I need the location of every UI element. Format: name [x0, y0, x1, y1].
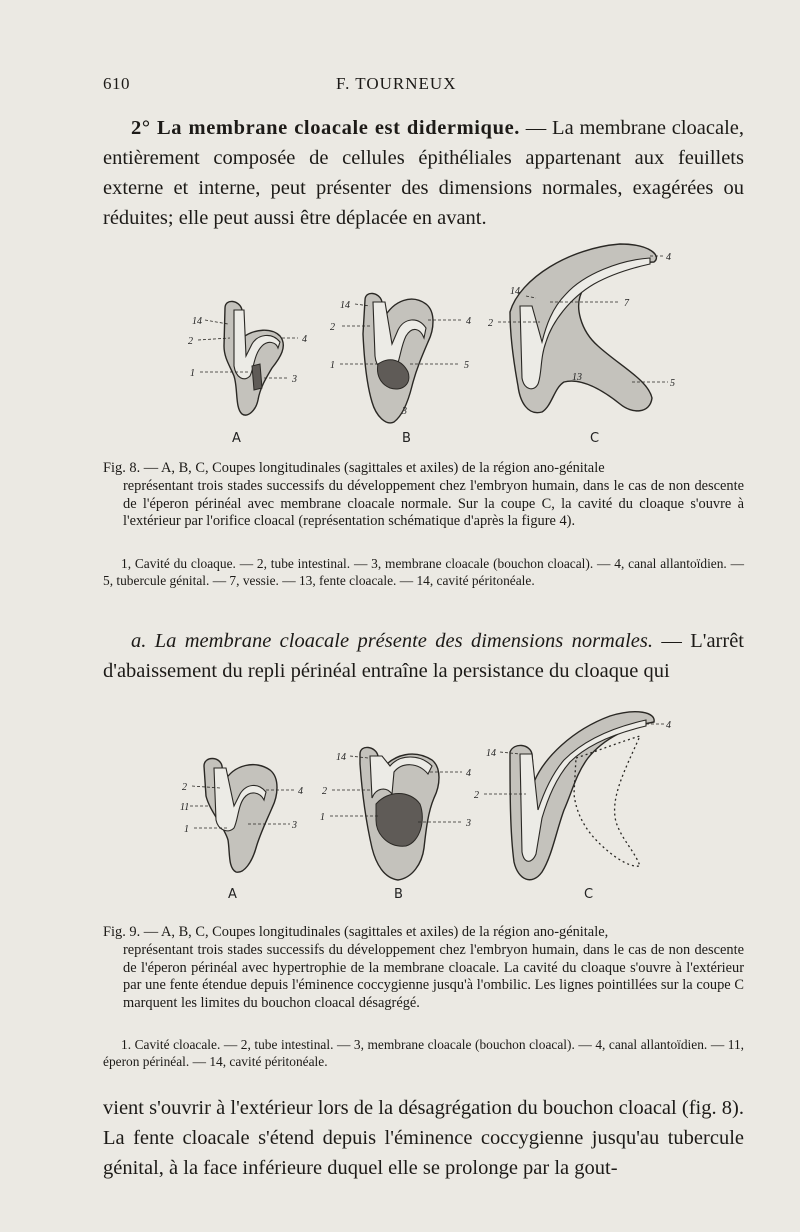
- fig8-label-c: C: [590, 431, 600, 446]
- fig8-c-num-6: 5: [670, 378, 675, 389]
- fig8-label-b: B: [402, 431, 411, 446]
- fig8-panel-c: [488, 244, 675, 446]
- page-header: [103, 74, 744, 98]
- page-number: 610: [103, 74, 130, 93]
- fig9-b-num-5: 3: [466, 818, 471, 829]
- section-heading: 2° La membrane cloacale est didermique.: [131, 117, 520, 139]
- fig8-c-num-5: 13: [572, 372, 582, 383]
- fig8-a-num-5: 3: [292, 374, 297, 385]
- fig8-panel-a: [188, 301, 307, 446]
- fig9-a-num-4: 1: [184, 824, 189, 835]
- fig8-c-num-3: 2: [488, 318, 493, 329]
- fig9-panel-b: [320, 747, 471, 902]
- fig8-a-num-2: 2: [188, 336, 193, 347]
- fig9-b-num-2: 4: [466, 768, 471, 779]
- fig9-b-num-4: 1: [320, 812, 325, 823]
- fig9-panel-c: [474, 712, 671, 902]
- fig8-c-num-1: 4: [666, 252, 671, 263]
- fig8-caption-lead: Fig. 8. — A, B, C, Coupes longitudinales (sagittales et axiles) de la région ano-génitale: [103, 460, 605, 476]
- fig9-label-b: B: [394, 887, 403, 902]
- fig8-c-num-2: 14: [510, 286, 520, 297]
- fig8-a-num-1: 14: [192, 316, 202, 327]
- figure-9: [180, 702, 680, 910]
- fig9-label-a: A: [228, 887, 237, 902]
- section-text: — La membrane cloacale, entièrement composée de cellules épithéliales appartenant aux feuillets externe et interne, peut présenter des dimensions normales, exagérées ou réduites; elle peut aussi être déplacée en avant.: [103, 117, 745, 229]
- fig8-a-num-3: 4: [302, 334, 307, 345]
- fig8-b-num-3: 4: [466, 316, 471, 327]
- fig9-label-c: C: [584, 887, 594, 902]
- subsection-text: — L'arrêt d'abaissement du repli périnéal entraîne la persistance du cloaque qui: [103, 630, 745, 682]
- fig9-b-num-1: 14: [336, 752, 346, 763]
- fig9-c-num-2: 14: [486, 748, 496, 759]
- fig9-caption-lead: Fig. 9. — A, B, C, Coupes longitudinales (sagittales et axiles) de la région ano-génitale,: [103, 924, 609, 940]
- fig9-c-num-3: 2: [474, 790, 479, 801]
- fig9-b-num-3: 2: [322, 786, 327, 797]
- fig8-a-num-4: 1: [190, 368, 195, 379]
- fig8-b-num-5: 5: [464, 360, 469, 371]
- subsection-paragraph: [103, 626, 744, 686]
- fig8-c-num-4: 7: [624, 298, 629, 309]
- fig8-b-num-6: 3: [402, 406, 407, 417]
- fig9-legend: 1. Cavité cloacale. — 2, tube intestinal. — 3, membrane cloacale (bouchon cloacal). — 4, canal allantoïdien. — 11, éperon périnéal. — 14, cavité péritonéale.: [103, 1037, 744, 1069]
- fig9-a-num-2: 4: [298, 786, 303, 797]
- fig8-panel-b: [330, 293, 471, 446]
- fig8-caption-body: représentant trois stades successifs du développement chez l'embryon humain, dans le cas de non descente de l'éperon périnéal avec membrane cloacale normale. Sur la coupe C, la cavité du cloaque s'ouvre à l'extérieur par l'orifice cloacal (représentation schématique d'après la figure 4).: [123, 477, 744, 530]
- fig8-label-a: A: [232, 431, 241, 446]
- fig8-caption: [103, 460, 744, 531]
- closing-paragraph: vient s'ouvrir à l'extérieur lors de la désagrégation du bouchon cloacal (fig. 8). La fente cloacale s'étend depuis l'éminence coccygienne jusqu'au tubercule génital, à la face inférieure duquel elle se prolonge par la gout-: [103, 1097, 744, 1179]
- fig9-caption: [103, 924, 744, 1013]
- fig9-panel-a: [180, 759, 303, 903]
- section-paragraph: [103, 113, 744, 233]
- fig8-legend: 1, Cavité du cloaque. — 2, tube intestinal. — 3, membrane cloacale (bouchon cloacal). — 4, canal allantoïdien. — 5, tubercule génital. — 7, vessie. — 13, fente cloacale. — 14, cavité péritonéale.: [103, 556, 744, 588]
- fig9-a-num-5: 3: [292, 820, 297, 831]
- fig9-a-num-3: 11: [180, 802, 190, 813]
- fig8-b-num-1: 14: [340, 300, 350, 311]
- fig9-caption-body: représentant trois stades successifs du développement chez l'embryon humain, dans le cas de non descente de l'éperon périnéal avec hypertrophie de la membrane cloacale. La cavité du cloaque s'ouvre à l'extérieur par une fente étendue depuis l'éminence coccygienne jusqu'à l'ombilic. Les lignes pointillées sur la coupe C marquent les limites du bouchon cloacal désagrégé.: [123, 941, 744, 1012]
- fig8-b-num-2: 2: [330, 322, 335, 333]
- running-head: F. TOURNEUX: [336, 74, 457, 93]
- figure-8: [180, 238, 680, 448]
- subsection-label: a. La membrane cloacale présente des dimensions normales.: [131, 630, 654, 652]
- fig9-a-num-1: 2: [182, 782, 187, 793]
- fig8-b-num-4: 1: [330, 360, 335, 371]
- fig9-c-num-1: 4: [666, 720, 671, 731]
